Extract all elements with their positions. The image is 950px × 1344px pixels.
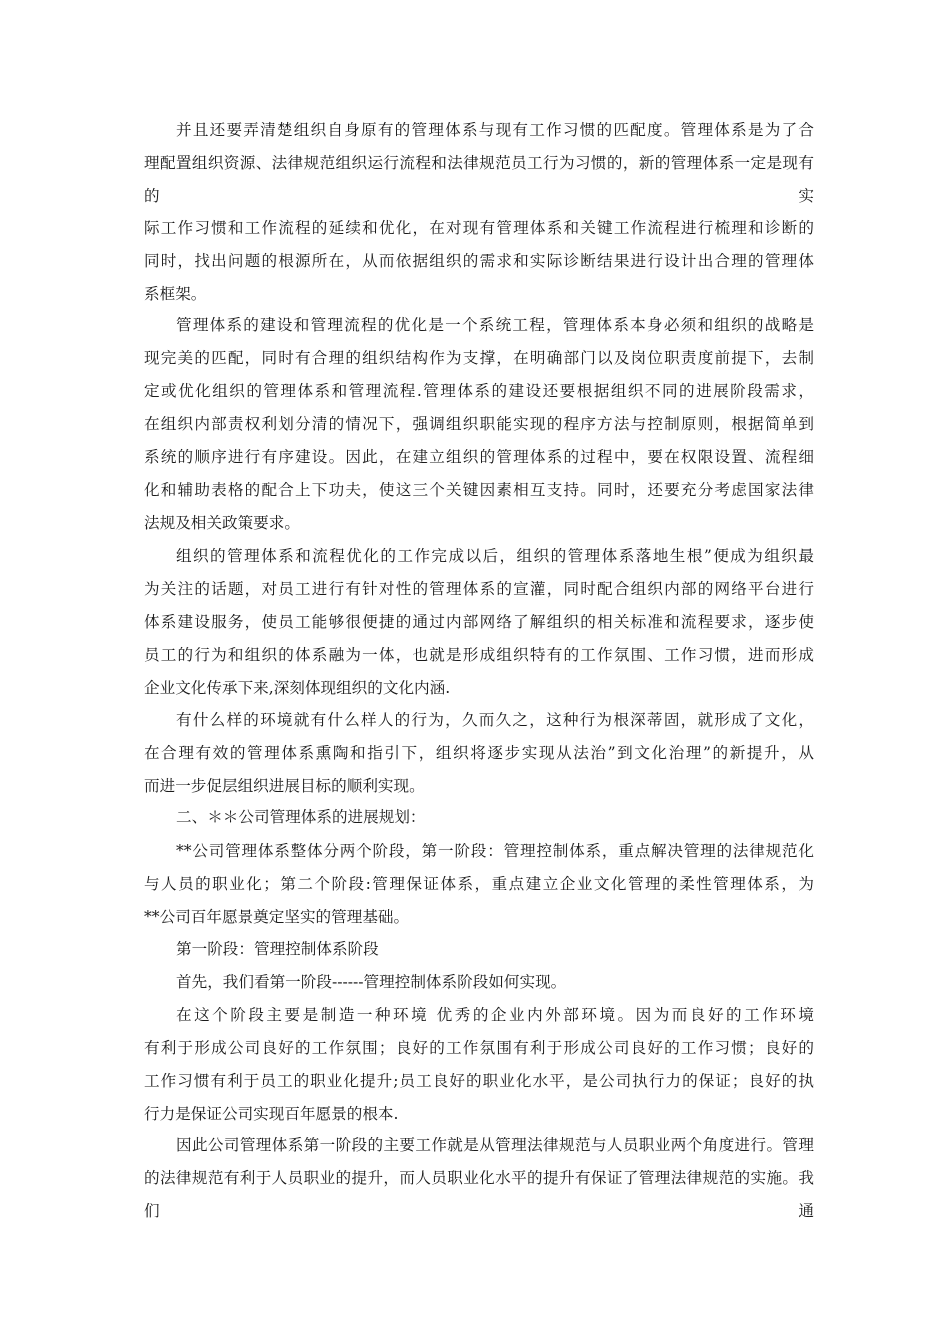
section-heading: 二、＊＊公司管理体系的进展规划： bbox=[176, 808, 426, 826]
subsection-heading: 第一阶段：管理控制体系阶段 bbox=[176, 940, 379, 958]
paragraph-8-line: 的法律规范有利于人员职业的提升，而人员职业化水平的提升有保证了管理法律规范的实施。我 bbox=[144, 1169, 814, 1187]
paragraph-7-line: 工作习惯有利于员工的职业化提升;员工良好的职业化水平，是公司执行力的保证；良好的执 bbox=[144, 1072, 814, 1090]
paragraph-1-line: 同时，找出问题的根源所在，从而依据组织的需求和实际诊断结果进行设计出合理的管理体 bbox=[144, 252, 814, 270]
split-line-end: 实 bbox=[798, 187, 814, 205]
paragraph-8-line-split bbox=[144, 1195, 814, 1228]
split-line-start: 的 bbox=[144, 187, 160, 205]
paragraph-2-line: 定或优化组织的管理体系和管理流程.管理体系的建设还要根据组织不同的进展阶段需求， bbox=[144, 382, 814, 400]
paragraph-7-line: 在这个阶段主要是制造一种环境 优秀的企业内外部环境。因为而良好的工作环境 bbox=[176, 1006, 814, 1024]
paragraph-3-line: 为关注的话题，对员工进行有针对性的管理体系的宣灌，同时配合组织内部的网络平台进行 bbox=[144, 580, 814, 598]
split-line-end: 通 bbox=[798, 1202, 814, 1220]
paragraph-3-line: 企业文化传承下来,深刻体现组织的文化内涵. bbox=[144, 679, 451, 697]
paragraph-3-line: 组织的管理体系和流程优化的工作完成以后，组织的管理体系落地生根”便成为组织最 bbox=[176, 547, 814, 565]
paragraph-2-line: 管理体系的建设和管理流程的优化是一个系统工程，管理体系本身必须和组织的战略是 bbox=[176, 316, 814, 334]
paragraph-7-line: 有利于形成公司良好的工作氛围；良好的工作氛围有利于形成公司良好的工作习惯；良好的 bbox=[144, 1039, 814, 1057]
paragraph-3-line: 体系建设服务，使员工能够很便捷的通过内部网络了解组织的相关标准和流程要求，逐步使 bbox=[144, 613, 814, 631]
paragraph-4-line: 而进一步促层组织进展目标的顺利实现。 bbox=[144, 777, 425, 795]
paragraph-1-line: 理配置组织资源、法律规范组织运行流程和法律规范员工行为习惯的，新的管理体系一定是现有 bbox=[144, 154, 814, 172]
split-line-start: 们 bbox=[144, 1202, 160, 1220]
paragraph-2-line: 法规及相关政策要求。 bbox=[144, 514, 300, 532]
paragraph-5-line: 与人员的职业化；第二个阶段:管理保证体系，重点建立企业文化管理的柔性管理体系，为 bbox=[144, 875, 814, 893]
paragraph-3-line: 员工的行为和组织的体系融为一体，也就是形成组织特有的工作氛围、工作习惯，进而形成 bbox=[144, 646, 814, 664]
paragraph-1-line: 际工作习惯和工作流程的延续和优化，在对现有管理体系和关键工作流程进行梳理和诊断的 bbox=[144, 219, 814, 237]
paragraph-6-line: 首先，我们看第一阶段------管理控制体系阶段如何实现。 bbox=[176, 973, 567, 991]
paragraph-2-line: 现完美的匹配，同时有合理的组织结构作为支撑，在明确部门以及岗位职责度前提下，去制 bbox=[144, 349, 814, 367]
paragraph-2-line: 系统的顺序进行有序建设。因此，在建立组织的管理体系的过程中，要在权限设置、流程细 bbox=[144, 448, 814, 466]
paragraph-1-line: 并且还要弄清楚组织自身原有的管理体系与现有工作习惯的匹配度。管理体系是为了合 bbox=[176, 121, 814, 139]
paragraph-1-line: 系框架。 bbox=[144, 285, 207, 303]
paragraph-2-line: 化和辅助表格的配合上下功夫，使这三个关键因素相互支持。同时，还要充分考虑国家法律 bbox=[144, 481, 814, 499]
paragraph-4-line: 有什么样的环境就有什么样人的行为，久而久之，这种行为根深蒂固，就形成了文化， bbox=[176, 711, 814, 729]
paragraph-1-line-split bbox=[144, 180, 814, 213]
paragraph-7-line: 行力是保证公司实现百年愿景的根本. bbox=[144, 1105, 399, 1123]
paragraph-4-line: 在合理有效的管理体系熏陶和指引下，组织将逐步实现从法治”到文化治理”的新提升，从 bbox=[144, 744, 814, 762]
paragraph-5-line: **公司百年愿景奠定坚实的管理基础。 bbox=[144, 908, 410, 926]
paragraph-8-line: 因此公司管理体系第一阶段的主要工作就是从管理法律规范与人员职业两个角度进行。管理 bbox=[176, 1136, 814, 1154]
paragraph-5-line: **公司管理体系整体分两个阶段，第一阶段：管理控制体系，重点解决管理的法律规范化 bbox=[176, 842, 814, 860]
paragraph-2-line: 在组织内部责权利划分清的情况下，强调组织职能实现的程序方法与控制原则，根据简单到 bbox=[144, 415, 814, 433]
